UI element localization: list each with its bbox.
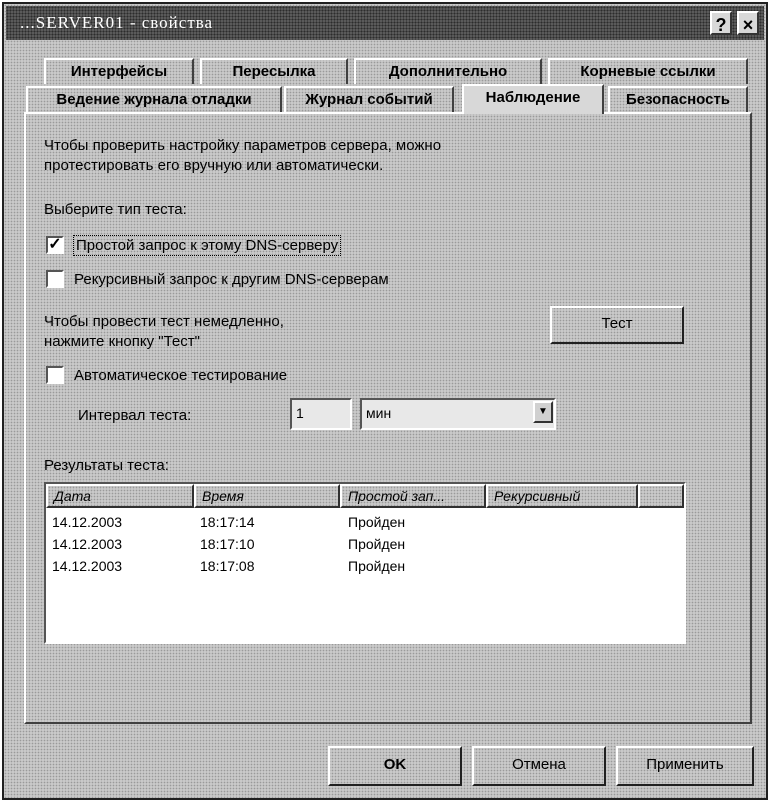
results-header	[46, 484, 684, 508]
apply-button[interactable]: Применить	[616, 746, 754, 786]
manual-test-line-1: Чтобы провести тест немедленно,	[44, 313, 284, 330]
checkmark-icon: ✓	[48, 236, 62, 253]
simple-query-label[interactable]: Простой запрос к этому DNS-серверу	[76, 237, 339, 254]
row-1-simple: Пройден	[348, 514, 406, 530]
column-date[interactable]: Дата	[46, 484, 194, 508]
chevron-down-icon[interactable]: ▼	[533, 401, 553, 423]
manual-test-line-2: нажмите кнопку "Тест"	[44, 333, 200, 350]
auto-test-label[interactable]: Автоматическое тестирование	[74, 367, 288, 384]
results-label: Результаты теста:	[44, 457, 169, 474]
column-filler	[638, 484, 684, 508]
test-type-label: Выберите тип теста:	[44, 201, 187, 218]
title-bar[interactable]	[6, 6, 764, 40]
tab-event-logging[interactable]: Журнал событий	[284, 86, 454, 112]
interval-unit-select[interactable]	[360, 398, 556, 430]
tab-debug-logging[interactable]: Ведение журнала отладки	[26, 86, 282, 112]
tab-forwarding[interactable]: Пересылка	[200, 58, 348, 84]
column-recursive[interactable]: Рекурсивный	[486, 484, 638, 508]
results-list[interactable]	[44, 482, 686, 644]
intro-line-1: Чтобы проверить настройку параметров сервера, можно	[44, 137, 442, 154]
column-time[interactable]: Время	[194, 484, 340, 508]
tab-security[interactable]: Безопасность	[608, 86, 748, 112]
ok-button[interactable]: OK	[328, 746, 462, 786]
recursive-query-checkbox[interactable]	[46, 270, 64, 288]
simple-query-checkbox[interactable]	[46, 236, 64, 254]
interval-input[interactable]: 1	[290, 398, 352, 430]
interval-unit-value: мин	[366, 405, 392, 421]
row-3-simple: Пройден	[348, 558, 406, 574]
tab-monitoring[interactable]: Наблюдение	[462, 84, 604, 114]
help-button[interactable]: ?	[710, 11, 732, 35]
row-2-simple: Пройден	[348, 536, 406, 552]
row-2-date: 14.12.2003	[52, 536, 123, 552]
properties-dialog	[2, 2, 768, 800]
auto-test-checkbox[interactable]	[46, 366, 64, 384]
row-3-date: 14.12.2003	[52, 558, 123, 574]
test-button[interactable]: Тест	[550, 306, 684, 344]
tab-advanced[interactable]: Дополнительно	[354, 58, 542, 84]
interval-label: Интервал теста:	[78, 407, 192, 424]
window-title: ...SERVER01 - свойства	[20, 13, 214, 32]
row-1-date: 14.12.2003	[52, 514, 123, 530]
cancel-button[interactable]: Отмена	[472, 746, 606, 786]
column-simple-query[interactable]: Простой зап...	[340, 484, 486, 508]
row-3-time: 18:17:08	[200, 558, 255, 574]
intro-line-2: протестировать его вручную или автоматически.	[44, 157, 384, 174]
close-button[interactable]: ×	[737, 11, 759, 35]
recursive-query-label[interactable]: Рекурсивный запрос к другим DNS-серверам	[74, 271, 389, 288]
tab-root-hints[interactable]: Корневые ссылки	[548, 58, 748, 84]
row-1-time: 18:17:14	[200, 514, 255, 530]
row-2-time: 18:17:10	[200, 536, 255, 552]
tab-interfaces[interactable]: Интерфейсы	[44, 58, 194, 84]
